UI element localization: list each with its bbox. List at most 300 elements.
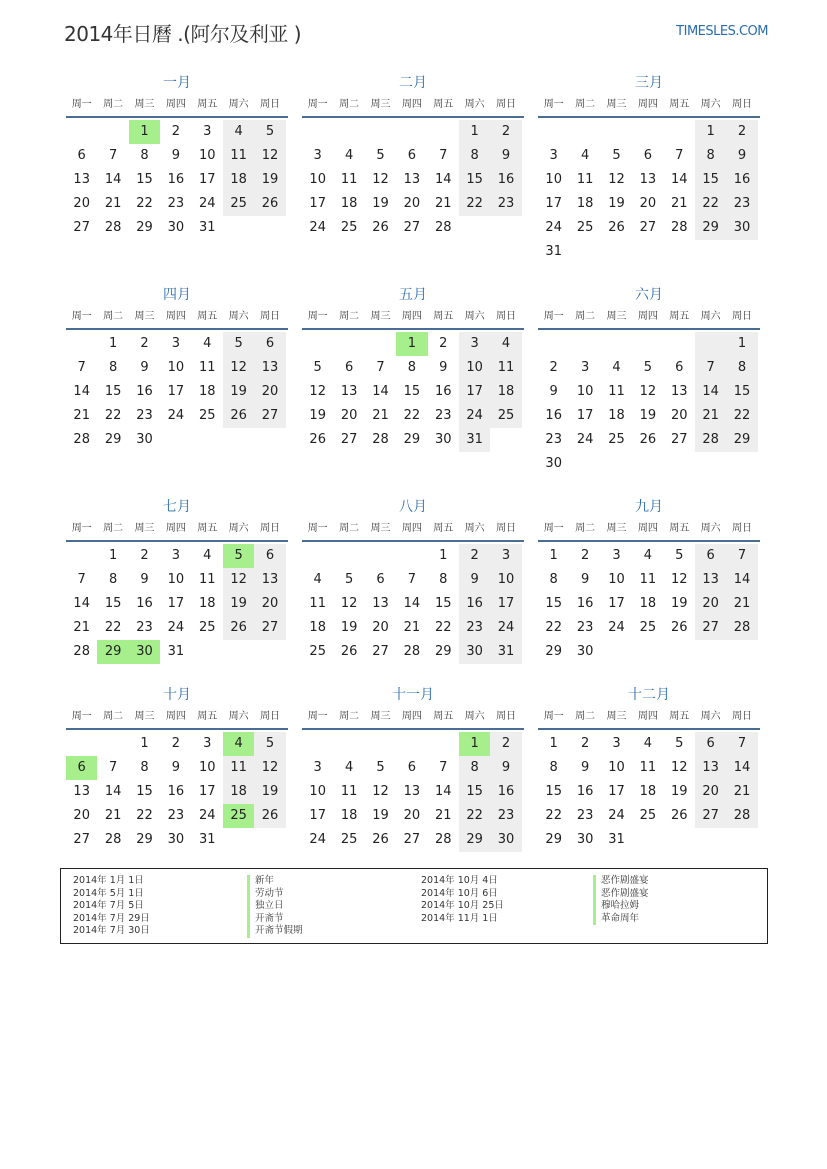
day-cell[interactable]: 23 [167,196,185,211]
day-cell[interactable]: 6 [407,148,416,163]
day-cell[interactable]: 23 [576,620,594,635]
day-cell[interactable]: 1 [108,336,118,351]
day-cell[interactable]: 27 [73,220,90,235]
day-cell[interactable]: 21 [670,196,688,211]
day-cell[interactable]: 6 [77,148,86,163]
day-cell[interactable]: 30 [490,828,521,852]
day-cell[interactable]: 20 [254,380,285,404]
day-cell[interactable]: 15 [459,168,490,192]
day-cell[interactable]: 5 [675,548,684,563]
day-cell[interactable]: 7 [726,732,757,756]
day-cell[interactable]: 19 [670,596,688,611]
day-cell[interactable]: 17 [608,784,625,799]
day-cell[interactable]: 17 [608,596,625,611]
day-cell[interactable]: 18 [309,620,326,635]
day-cell[interactable]: 14 [403,596,421,611]
day-cell[interactable]: 28 [104,832,122,847]
day-cell[interactable]: 17 [490,592,521,616]
day-cell[interactable]: 10 [459,356,490,380]
day-cell[interactable]: 20 [403,808,421,823]
day-cell[interactable]: 9 [549,384,558,399]
day-cell[interactable]: 18 [576,196,594,211]
day-cell[interactable]: 1 [726,332,757,356]
day-cell[interactable]: 11 [340,784,358,799]
day-cell[interactable]: 8 [140,148,149,163]
day-cell[interactable]: 12 [223,356,254,380]
day-cell[interactable]: 3 [171,548,180,563]
day-cell[interactable]: 24 [490,616,521,640]
day-cell[interactable]: 11 [576,172,594,187]
day-cell[interactable]: 14 [372,384,389,399]
day-cell[interactable]: 22 [726,404,757,428]
day-cell[interactable]: 16 [167,784,185,799]
day-cell[interactable]: 14 [434,172,452,187]
day-cell[interactable]: 1 [695,120,726,144]
day-cell[interactable]: 28 [670,220,688,235]
day-cell[interactable]: 10 [608,572,625,587]
day-cell[interactable]: 12 [254,756,285,780]
day-cell[interactable]: 4 [223,732,254,756]
day-cell[interactable]: 18 [608,408,625,423]
day-cell[interactable]: 5 [376,148,385,163]
day-cell[interactable]: 21 [104,196,122,211]
day-cell[interactable]: 9 [459,568,490,592]
day-cell[interactable]: 26 [309,432,326,447]
day-cell[interactable]: 24 [608,808,625,823]
day-cell[interactable]: 27 [254,616,285,640]
day-cell[interactable]: 2 [490,732,521,756]
day-cell[interactable]: 14 [726,756,757,780]
day-cell[interactable]: 5 [643,360,652,375]
day-cell[interactable]: 5 [675,736,684,751]
day-cell[interactable]: 19 [340,620,358,635]
day-cell[interactable]: 22 [104,620,122,635]
day-cell[interactable]: 13 [670,384,688,399]
day-cell[interactable]: 27 [639,220,657,235]
day-cell[interactable]: 20 [372,620,389,635]
day-cell[interactable]: 13 [403,172,421,187]
day-cell[interactable]: 23 [576,808,594,823]
day-cell[interactable]: 24 [167,620,185,635]
day-cell[interactable]: 28 [372,432,389,447]
day-cell[interactable]: 4 [203,548,212,563]
day-cell[interactable]: 9 [580,572,590,587]
day-cell[interactable]: 21 [104,808,122,823]
day-cell[interactable]: 21 [726,780,757,804]
day-cell[interactable]: 10 [309,172,326,187]
day-cell[interactable]: 3 [203,736,212,751]
day-cell[interactable]: 31 [459,428,490,452]
day-cell[interactable]: 26 [608,220,625,235]
day-cell[interactable]: 8 [726,356,757,380]
day-cell[interactable]: 11 [223,144,254,168]
day-cell[interactable]: 26 [372,832,389,847]
day-cell[interactable]: 1 [396,332,427,356]
day-cell[interactable]: 9 [140,572,149,587]
day-cell[interactable]: 31 [167,644,185,659]
day-cell[interactable]: 11 [309,596,326,611]
day-cell[interactable]: 25 [198,408,216,423]
day-cell[interactable]: 13 [254,568,285,592]
day-cell[interactable]: 17 [167,596,185,611]
day-cell[interactable]: 29 [403,432,421,447]
day-cell[interactable]: 19 [223,592,254,616]
day-cell[interactable]: 14 [104,784,122,799]
day-cell[interactable]: 7 [726,544,757,568]
day-cell[interactable]: 14 [726,568,757,592]
day-cell[interactable]: 12 [670,572,688,587]
day-cell[interactable]: 17 [459,380,490,404]
day-cell[interactable]: 10 [309,784,326,799]
day-cell[interactable]: 26 [639,432,657,447]
day-cell[interactable]: 28 [104,220,122,235]
day-cell[interactable]: 6 [643,148,652,163]
day-cell[interactable]: 28 [695,428,726,452]
day-cell[interactable]: 17 [198,172,216,187]
day-cell[interactable]: 3 [549,148,558,163]
day-cell[interactable]: 21 [434,808,452,823]
day-cell[interactable]: 25 [639,808,657,823]
day-cell[interactable]: 20 [639,196,657,211]
day-cell[interactable]: 18 [198,596,216,611]
day-cell[interactable]: 14 [434,784,452,799]
day-cell[interactable]: 19 [254,168,285,192]
day-cell[interactable]: 29 [434,644,452,659]
site-brand[interactable]: TIMESLES.COM [676,24,768,39]
day-cell[interactable]: 19 [254,780,285,804]
day-cell[interactable]: 16 [726,168,757,192]
day-cell[interactable]: 26 [223,616,254,640]
day-cell[interactable]: 1 [129,120,160,144]
day-cell[interactable]: 19 [670,784,688,799]
day-cell[interactable]: 26 [254,804,285,828]
day-cell[interactable]: 4 [643,548,652,563]
day-cell[interactable]: 26 [372,220,389,235]
day-cell[interactable]: 25 [576,220,594,235]
day-cell[interactable]: 1 [459,732,490,756]
day-cell[interactable]: 21 [726,592,757,616]
day-cell[interactable]: 23 [490,192,521,216]
day-cell[interactable]: 10 [167,360,185,375]
day-cell[interactable]: 2 [171,124,180,139]
day-cell[interactable]: 3 [612,736,621,751]
day-cell[interactable]: 28 [434,832,452,847]
day-cell[interactable]: 2 [549,360,558,375]
day-cell[interactable]: 29 [695,216,726,240]
day-cell[interactable]: 15 [403,384,421,399]
day-cell[interactable]: 25 [198,620,216,635]
day-cell[interactable]: 4 [612,360,621,375]
day-cell[interactable]: 16 [576,596,594,611]
day-cell[interactable]: 28 [73,432,90,447]
day-cell[interactable]: 24 [309,220,326,235]
day-cell[interactable]: 16 [576,784,594,799]
day-cell[interactable]: 23 [136,408,153,423]
day-cell[interactable]: 25 [490,404,521,428]
day-cell[interactable]: 8 [695,144,726,168]
day-cell[interactable]: 11 [198,572,216,587]
day-cell[interactable]: 30 [576,832,594,847]
day-cell[interactable]: 16 [459,592,490,616]
day-cell[interactable]: 12 [254,144,285,168]
day-cell[interactable]: 13 [340,384,358,399]
day-cell[interactable]: 5 [313,360,322,375]
day-cell[interactable]: 4 [580,148,590,163]
day-cell[interactable]: 24 [309,832,326,847]
day-cell[interactable]: 3 [612,548,621,563]
day-cell[interactable]: 6 [695,544,726,568]
day-cell[interactable]: 27 [403,220,421,235]
day-cell[interactable]: 2 [439,336,448,351]
day-cell[interactable]: 8 [439,572,448,587]
day-cell[interactable]: 18 [198,384,216,399]
day-cell[interactable]: 30 [434,432,452,447]
day-cell[interactable]: 25 [639,620,657,635]
day-cell[interactable]: 18 [639,784,657,799]
day-cell[interactable]: 3 [203,124,212,139]
day-cell[interactable]: 17 [309,196,326,211]
day-cell[interactable]: 2 [171,736,180,751]
day-cell[interactable]: 10 [608,760,625,775]
day-cell[interactable]: 13 [372,596,389,611]
day-cell[interactable]: 8 [108,360,118,375]
day-cell[interactable]: 8 [549,760,558,775]
day-cell[interactable]: 31 [545,244,562,259]
day-cell[interactable]: 4 [344,148,354,163]
day-cell[interactable]: 7 [108,148,118,163]
day-cell[interactable]: 9 [439,360,448,375]
day-cell[interactable]: 30 [545,456,562,471]
day-cell[interactable]: 7 [77,572,86,587]
day-cell[interactable]: 13 [639,172,657,187]
day-cell[interactable]: 12 [608,172,625,187]
day-cell[interactable]: 16 [136,596,153,611]
day-cell[interactable]: 17 [167,384,185,399]
day-cell[interactable]: 22 [459,192,490,216]
day-cell[interactable]: 30 [459,640,490,664]
day-cell[interactable]: 7 [108,760,118,775]
day-cell[interactable]: 21 [372,408,389,423]
day-cell[interactable]: 24 [167,408,185,423]
day-cell[interactable]: 12 [372,784,389,799]
day-cell[interactable]: 28 [73,644,90,659]
day-cell[interactable]: 16 [136,384,153,399]
day-cell[interactable]: 28 [403,644,421,659]
day-cell[interactable]: 6 [376,572,385,587]
day-cell[interactable]: 8 [459,144,490,168]
day-cell[interactable]: 22 [434,620,452,635]
day-cell[interactable]: 24 [198,808,216,823]
day-cell[interactable]: 30 [167,220,185,235]
day-cell[interactable]: 14 [73,384,90,399]
day-cell[interactable]: 27 [340,432,358,447]
day-cell[interactable]: 4 [490,332,521,356]
day-cell[interactable]: 29 [97,640,128,664]
day-cell[interactable]: 12 [670,760,688,775]
day-cell[interactable]: 3 [171,336,180,351]
day-cell[interactable]: 17 [576,408,594,423]
day-cell[interactable]: 1 [108,548,118,563]
day-cell[interactable]: 11 [223,756,254,780]
day-cell[interactable]: 6 [66,756,97,780]
day-cell[interactable]: 28 [726,616,757,640]
day-cell[interactable]: 20 [695,592,726,616]
day-cell[interactable]: 11 [639,760,657,775]
day-cell[interactable]: 6 [254,544,285,568]
day-cell[interactable]: 12 [340,596,358,611]
day-cell[interactable]: 22 [459,804,490,828]
day-cell[interactable]: 2 [580,736,590,751]
day-cell[interactable]: 6 [695,732,726,756]
day-cell[interactable]: 25 [223,804,254,828]
day-cell[interactable]: 18 [340,808,358,823]
day-cell[interactable]: 4 [344,760,354,775]
day-cell[interactable]: 24 [198,196,216,211]
day-cell[interactable]: 8 [108,572,118,587]
day-cell[interactable]: 1 [439,548,448,563]
day-cell[interactable]: 29 [545,644,562,659]
day-cell[interactable]: 29 [459,828,490,852]
day-cell[interactable]: 9 [726,144,757,168]
day-cell[interactable]: 22 [545,620,562,635]
day-cell[interactable]: 27 [254,404,285,428]
day-cell[interactable]: 23 [545,432,562,447]
day-cell[interactable]: 1 [549,548,558,563]
day-cell[interactable]: 19 [639,408,657,423]
day-cell[interactable]: 16 [490,780,521,804]
day-cell[interactable]: 17 [309,808,326,823]
day-cell[interactable]: 15 [136,172,153,187]
day-cell[interactable]: 22 [136,808,153,823]
day-cell[interactable]: 13 [695,756,726,780]
day-cell[interactable]: 12 [639,384,657,399]
day-cell[interactable]: 24 [576,432,594,447]
day-cell[interactable]: 26 [223,404,254,428]
day-cell[interactable]: 27 [73,832,90,847]
day-cell[interactable]: 15 [726,380,757,404]
day-cell[interactable]: 30 [129,640,160,664]
day-cell[interactable]: 6 [407,760,416,775]
day-cell[interactable]: 15 [434,596,452,611]
day-cell[interactable]: 9 [580,760,590,775]
day-cell[interactable]: 19 [372,808,389,823]
day-cell[interactable]: 30 [576,644,594,659]
day-cell[interactable]: 27 [670,432,688,447]
day-cell[interactable]: 15 [545,784,562,799]
day-cell[interactable]: 19 [309,408,326,423]
day-cell[interactable]: 8 [140,760,149,775]
day-cell[interactable]: 8 [407,360,416,375]
day-cell[interactable]: 31 [198,220,216,235]
day-cell[interactable]: 24 [459,404,490,428]
day-cell[interactable]: 7 [675,148,684,163]
day-cell[interactable]: 16 [490,168,521,192]
day-cell[interactable]: 26 [254,192,285,216]
day-cell[interactable]: 6 [254,332,285,356]
day-cell[interactable]: 19 [608,196,625,211]
day-cell[interactable]: 28 [434,220,452,235]
day-cell[interactable]: 21 [434,196,452,211]
day-cell[interactable]: 3 [313,760,322,775]
day-cell[interactable]: 22 [695,192,726,216]
day-cell[interactable]: 18 [223,168,254,192]
day-cell[interactable]: 13 [73,172,90,187]
day-cell[interactable]: 20 [403,196,421,211]
day-cell[interactable]: 22 [136,196,153,211]
day-cell[interactable]: 6 [675,360,684,375]
day-cell[interactable]: 5 [254,732,285,756]
day-cell[interactable]: 18 [223,780,254,804]
day-cell[interactable]: 27 [403,832,421,847]
day-cell[interactable]: 15 [136,784,153,799]
day-cell[interactable]: 29 [104,432,122,447]
day-cell[interactable]: 10 [198,148,216,163]
day-cell[interactable]: 19 [223,380,254,404]
day-cell[interactable]: 20 [73,808,90,823]
day-cell[interactable]: 14 [104,172,122,187]
day-cell[interactable]: 2 [140,336,149,351]
day-cell[interactable]: 22 [403,408,421,423]
day-cell[interactable]: 25 [608,432,625,447]
day-cell[interactable]: 16 [545,408,562,423]
day-cell[interactable]: 14 [73,596,90,611]
day-cell[interactable]: 13 [73,784,90,799]
day-cell[interactable]: 4 [643,736,652,751]
day-cell[interactable]: 5 [223,332,254,356]
day-cell[interactable]: 23 [726,192,757,216]
day-cell[interactable]: 27 [695,616,726,640]
day-cell[interactable]: 3 [459,332,490,356]
day-cell[interactable]: 9 [140,360,149,375]
day-cell[interactable]: 20 [73,196,90,211]
day-cell[interactable]: 8 [549,572,558,587]
day-cell[interactable]: 3 [580,360,590,375]
day-cell[interactable]: 25 [309,644,326,659]
day-cell[interactable]: 15 [104,384,122,399]
day-cell[interactable]: 15 [545,596,562,611]
day-cell[interactable]: 11 [340,172,358,187]
day-cell[interactable]: 18 [340,196,358,211]
day-cell[interactable]: 21 [73,620,90,635]
day-cell[interactable]: 30 [167,832,185,847]
day-cell[interactable]: 3 [490,544,521,568]
day-cell[interactable]: 29 [545,832,562,847]
day-cell[interactable]: 17 [198,784,216,799]
day-cell[interactable]: 23 [167,808,185,823]
day-cell[interactable]: 1 [140,736,149,751]
day-cell[interactable]: 29 [136,220,153,235]
day-cell[interactable]: 6 [344,360,354,375]
day-cell[interactable]: 9 [490,756,521,780]
day-cell[interactable]: 11 [639,572,657,587]
day-cell[interactable]: 11 [608,384,625,399]
day-cell[interactable]: 31 [490,640,521,664]
day-cell[interactable]: 10 [167,572,185,587]
day-cell[interactable]: 9 [490,144,521,168]
day-cell[interactable]: 23 [434,408,452,423]
day-cell[interactable]: 30 [726,216,757,240]
day-cell[interactable]: 7 [439,148,448,163]
day-cell[interactable]: 30 [136,432,153,447]
day-cell[interactable]: 20 [670,408,688,423]
day-cell[interactable]: 7 [376,360,385,375]
day-cell[interactable]: 28 [726,804,757,828]
day-cell[interactable]: 7 [695,356,726,380]
day-cell[interactable]: 25 [340,832,358,847]
day-cell[interactable]: 31 [198,832,216,847]
day-cell[interactable]: 16 [434,384,452,399]
day-cell[interactable]: 1 [459,120,490,144]
